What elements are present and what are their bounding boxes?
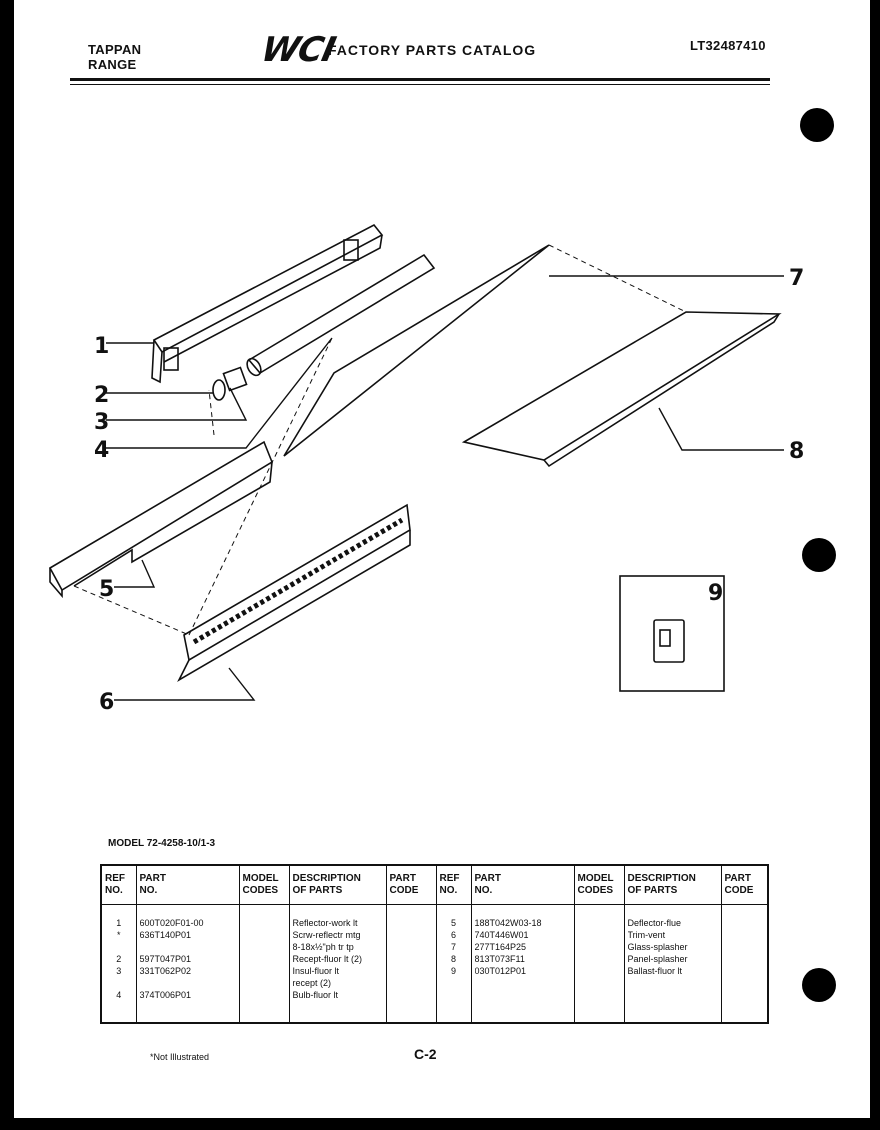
header-code-right: PART CODE [721,865,768,905]
callout-7: 7 [789,266,805,291]
callout-5: 5 [99,577,115,602]
left-model-column [239,905,289,1024]
header-rule-thick [70,78,770,81]
wci-logo: WCI [257,30,339,70]
glass-splasher-part-7 [284,245,549,456]
page-number: C-2 [414,1046,437,1062]
model-number: MODEL 72-4258-10/1-3 [108,838,216,849]
doc-number: LT32487410 [690,38,766,53]
assembly-guide-lines [74,245,686,635]
insulator-part-2 [213,380,225,400]
header-desc-right: DESCRIPTION OF PARTS [624,865,721,905]
left-code-column [386,905,436,1024]
callout-3: 3 [94,410,110,435]
callout-1: 1 [94,334,110,359]
reflector-part-1 [152,225,382,382]
right-model-column [574,905,624,1024]
header-code-left: PART CODE [386,865,436,905]
header-part-right: PART NO. [471,865,574,905]
brand-line-2: RANGE [88,57,137,72]
brand-name [88,42,141,72]
left-part-column: 600T020F01-00 636T140P01 597T047P01 331T062P02 374T006P01 [136,905,239,1024]
header-ref-left: REF NO. [101,865,136,905]
header-model-left: MODEL CODES [239,865,289,905]
right-code-column [721,905,768,1024]
receptacle-part-3 [223,367,246,390]
trim-vent-part-6 [179,505,410,680]
header-model-right: MODEL CODES [574,865,624,905]
callout-6: 6 [99,690,115,715]
header-ref-right: REF NO. [436,865,471,905]
brand-line-1: TAPPAN [88,42,142,57]
header-part-left: PART NO. [136,865,239,905]
binder-hole-bottom [802,968,836,1002]
header-desc-left: DESCRIPTION OF PARTS [289,865,386,905]
callout-4: 4 [94,438,110,463]
callout-8: 8 [789,439,805,464]
exploded-parts-diagram [14,90,814,720]
right-desc-column: Deflector-flue Trim-vent Glass-splasher Panel-splasher Ballast-fluor lt [624,905,721,1024]
right-ref-column: 5 6 7 8 9 [436,905,471,1024]
table-body-row [101,905,768,1024]
callout-2: 2 [94,383,110,408]
left-desc-column: Reflector-work lt Scrw-reflectr mtg 8-18x½"ph tr tp Recept-fluor lt (2) Insul-fluor lt recept (2) Bulb-fluor lt [289,905,386,1024]
catalog-title: FACTORY PARTS CATALOG [328,42,537,58]
flue-deflector-part-5 [50,442,272,596]
left-ref-column: 1 * 2 3 4 [101,905,136,1024]
header-rule-thin [70,84,770,85]
footnote: *Not Illustrated [150,1052,210,1062]
right-part-column: 188T042W03-18 740T446W01 277T164P25 813T073F11 030T012P01 [471,905,574,1024]
parts-table [100,864,769,1024]
callout-9: 9 [708,581,724,606]
panel-splasher-part-8 [464,312,779,466]
